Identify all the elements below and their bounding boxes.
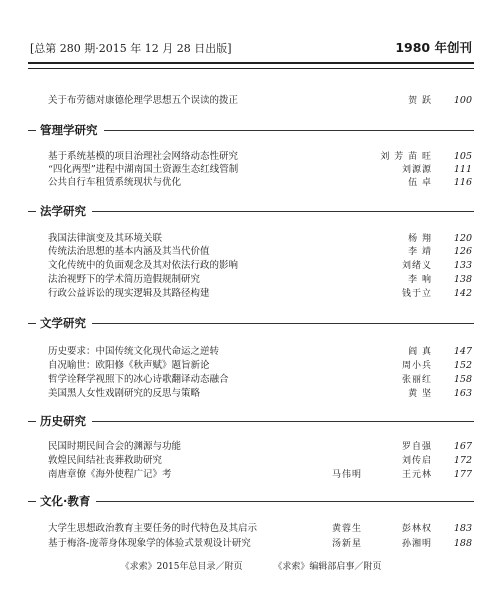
entry-title: 文化传统中的负面观念及其对依法行政的影响: [48, 260, 239, 271]
entry-page: 142: [453, 288, 472, 299]
entry-title: 敦煌民间结社丧葬救助研究: [48, 455, 163, 466]
entry-page: 183: [453, 523, 472, 534]
toc-entry[interactable]: [48, 150, 472, 164]
entry-title: 基于系统基模的项目治理社会网络动态性研究: [48, 151, 239, 162]
entry-page: 167: [453, 441, 472, 452]
section-label: 历史研究: [36, 413, 92, 429]
entry-authors: 李 响: [408, 275, 432, 285]
entry-authors: 罗自强: [401, 442, 432, 452]
entry-title: 公共自行车租赁系统现状与优化: [48, 177, 182, 188]
entry-authors: 黄 坚: [408, 389, 432, 399]
header-divider: [28, 62, 474, 69]
entry-authors: 周小兵: [401, 361, 432, 371]
toc-entry[interactable]: [48, 387, 472, 401]
toc-entry[interactable]: [48, 537, 472, 551]
toc-entry[interactable]: [48, 273, 472, 287]
entry-title: 历史要求：中国传统文化现代命运之逆转: [48, 346, 220, 357]
entry-title: 我国法律演变及其环境关联: [48, 233, 163, 244]
entry-authors: 刘传启: [401, 456, 432, 466]
entry-authors: 张丽红: [401, 375, 432, 385]
entry-authors: 刘绪义: [401, 261, 432, 271]
section-header-history: [28, 411, 474, 431]
section-label: 文化·教育: [36, 493, 96, 509]
issue-info: [总第 280 期·2015 年 12 月 28 日出版]: [30, 42, 232, 55]
entry-title: 行政公益诉讼的现实逻辑及其路径构建: [48, 288, 210, 299]
entry-page: 100: [453, 95, 472, 106]
entry-title: 民国时期民间合会的渊源与功能: [48, 441, 182, 452]
entry-page: 163: [453, 388, 472, 399]
toc-entry[interactable]: [48, 259, 472, 273]
entry-title: 哲学诠释学视照下的冰心诗歌翻译动态融合: [48, 374, 229, 385]
entry-authors: 李 靖: [408, 247, 432, 257]
entry-page: 158: [453, 374, 472, 385]
toc-entry[interactable]: [48, 232, 472, 246]
toc-entry[interactable]: [48, 245, 472, 259]
toc-entry[interactable]: [48, 176, 472, 190]
entry-page: 138: [453, 274, 472, 285]
toc-entry[interactable]: [48, 522, 472, 536]
entry-title: 南唐章僚《海外使程广记》考: [48, 469, 172, 480]
entry-authors: 贺 跃: [408, 96, 432, 106]
section-header-law: [28, 201, 474, 221]
entry-page: 120: [453, 233, 472, 244]
entry-authors: 刘源源: [401, 165, 432, 175]
entry-authors: 阎 真: [408, 347, 432, 357]
section-header-management: [28, 120, 474, 140]
entry-title: 基于梅洛-庞蒂身体现象学的体验式景观设计研究: [48, 538, 251, 549]
entry-authors: 杨 翔: [408, 234, 432, 244]
entry-page: 111: [453, 164, 472, 175]
toc-entry[interactable]: [48, 454, 472, 468]
entry-title: “四化两型”进程中湖南国土资源生态红线管制: [48, 164, 239, 175]
toc-entry[interactable]: [48, 345, 472, 359]
section-label: 文学研究: [36, 315, 92, 331]
entry-title: 法治视野下的学术简历造假规制研究: [48, 274, 201, 285]
entry-page: 116: [453, 177, 472, 188]
entry-page: 177: [453, 469, 472, 480]
section-label: 法学研究: [36, 203, 92, 219]
footer-index-link[interactable]: 《求索》2015年总目录／附页: [120, 562, 243, 572]
entry-title: 传统法治思想的基本内涵及其当代价值: [48, 246, 210, 257]
entry-page: 188: [453, 538, 472, 549]
entry-title: 大学生思想政治教育主要任务的时代特色及其启示: [48, 523, 258, 534]
footer: [0, 559, 502, 572]
section-label: 管理学研究: [36, 122, 104, 138]
entry-authors: 彭林权: [401, 524, 432, 534]
footer-notice-link[interactable]: 《求索》编辑部启事／附页: [273, 562, 382, 572]
section-header-literature: [28, 313, 474, 333]
entry-title: 关于布劳德对康德伦理学思想五个误读的拨正: [48, 95, 239, 106]
entry-first-author: 黄蓉生: [331, 524, 362, 534]
founded-label: 1980 年创刊: [395, 40, 472, 55]
toc-entry[interactable]: [48, 359, 472, 373]
toc-entry[interactable]: [48, 373, 472, 387]
section-header-culture-education: [28, 491, 474, 511]
toc-entry[interactable]: [48, 468, 472, 482]
entry-first-author: 汤新星: [331, 539, 362, 549]
entry-title: 美国黑人女性戏剧研究的反思与策略: [48, 388, 201, 399]
toc-entry[interactable]: [48, 94, 472, 108]
entry-page: 105: [453, 151, 472, 162]
entry-authors: 伍 卓: [408, 178, 432, 188]
entry-authors: 孙湘明: [401, 539, 432, 549]
toc-entry[interactable]: [48, 440, 472, 454]
entry-page: 126: [453, 246, 472, 257]
entry-page: 147: [453, 346, 472, 357]
entry-authors: 王元林: [401, 470, 432, 480]
entry-authors: 刘 芳 苗 旺: [380, 152, 432, 162]
entry-title: 自况喻世：欧阳修《秋声赋》题旨新论: [48, 360, 210, 371]
entry-page: 172: [453, 455, 472, 466]
entry-page: 152: [453, 360, 472, 371]
entry-authors: 钱于立: [401, 289, 432, 299]
toc-entry[interactable]: [48, 287, 472, 301]
toc-entry[interactable]: [48, 163, 472, 177]
entry-first-author: 马伟明: [331, 470, 362, 480]
entry-page: 133: [453, 260, 472, 271]
